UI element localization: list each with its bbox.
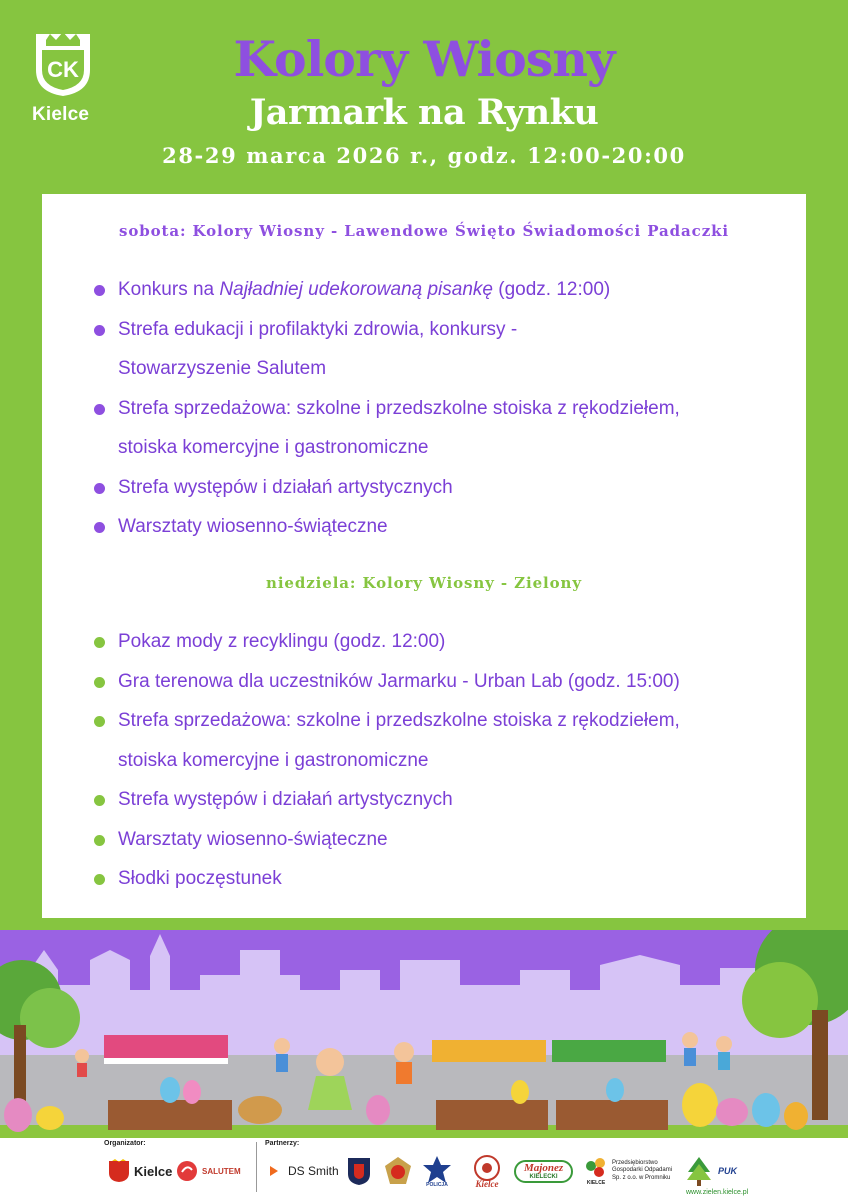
list-item: Strefa występów i działań artystycznych (94, 780, 784, 820)
list-item: Strefa występów i działań artystycznych (94, 468, 784, 508)
partners-label: Partnerzy: (265, 1140, 300, 1147)
list-item: Pokaz mody z recyklingu (godz. 12:00) (94, 622, 784, 662)
bullet-icon (94, 325, 105, 336)
partners-footer (0, 1138, 848, 1200)
salutem-logo[interactable]: SALUTEM (176, 1154, 241, 1188)
bullet-icon (94, 795, 105, 806)
ds-smith-logo[interactable]: DS Smith (270, 1154, 339, 1188)
bullet-icon (94, 716, 105, 727)
list-item: Gra terenowa dla uczestników Jarmarku - Urban Lab (godz. 15:00) (94, 662, 784, 702)
list-item: Konkurs na Najładniej udekorowaną pisankę (godz. 12:00) (94, 270, 784, 310)
sunday-list (94, 622, 784, 899)
market-illustration (0, 930, 848, 1138)
svg-text:KIELCE: KIELCE (586, 1180, 606, 1185)
bullet-icon (94, 677, 105, 688)
police-star-icon (422, 1155, 452, 1187)
bullet-icon (94, 637, 105, 648)
bullet-icon (94, 835, 105, 846)
pgo-crest-icon (584, 1157, 608, 1185)
organizer-kielce-logo[interactable]: Kielce (108, 1154, 172, 1188)
saturday-heading: sobota: Kolory Wiosny - Lawendowe Święto Świadomości Padaczki (118, 222, 730, 240)
website-link[interactable]: www.zielen.kielce.pl (686, 1189, 749, 1196)
pgo-promnik-logo[interactable]: KIELCE Przedsiębiorstwo Gospodarki Odpadami Sp. z o.o. w Promniku (584, 1154, 672, 1188)
list-item: Strefa edukacji i profilaktyki zdrowia, konkursy - (94, 310, 784, 350)
tree-icon (686, 1156, 712, 1186)
city-guard-badge[interactable] (346, 1154, 372, 1188)
fire-service-badge[interactable] (384, 1154, 412, 1188)
page-subtitle: Jarmark na Rynku (249, 92, 599, 133)
list-item: Warsztaty wiosenno-świąteczne (94, 507, 784, 547)
list-item: Warsztaty wiosenno-świąteczne (94, 820, 784, 860)
event-dates: 28-29 marca 2026 r., godz. 12:00-20:00 (162, 143, 686, 168)
ds-smith-icon (270, 1164, 284, 1178)
puk-logo[interactable]: PUK (718, 1166, 738, 1176)
fire-service-badge-icon (384, 1156, 412, 1186)
saturday-list (94, 270, 784, 547)
bullet-icon (94, 285, 105, 296)
city-guard-badge-icon (346, 1156, 372, 1186)
svg-text:POLICJA: POLICJA (426, 1182, 448, 1187)
police-badge[interactable] (422, 1154, 452, 1188)
bullet-icon (94, 874, 105, 885)
spring-market-scene-icon (0, 930, 848, 1138)
page-title: Kolory Wiosny (233, 30, 615, 88)
bullet-icon (94, 404, 105, 415)
salutem-icon (176, 1160, 198, 1182)
list-item: Strefa sprzedażowa: szkolne i przedszkolne stoiska z rękodziełem, (94, 389, 784, 429)
kielce-team-logo[interactable] (468, 1154, 506, 1188)
majonez-kielecki-logo[interactable]: Majonez KIELECKI (514, 1154, 573, 1188)
zielen-kielce-logo[interactable] (686, 1154, 712, 1188)
list-item: Strefa sprzedażowa: szkolne i przedszkolne stoiska z rękodziełem, (94, 701, 784, 741)
bullet-icon (94, 522, 105, 533)
list-item-continued: stoiska komercyjne i gastronomiczne (118, 437, 429, 458)
svg-text:Kielce: Kielce (475, 1179, 499, 1188)
organizer-label: Organizator: (104, 1140, 146, 1147)
kielce-team-icon (468, 1154, 506, 1188)
list-item-continued: Stowarzyszenie Salutem (118, 358, 327, 379)
list-item-continued: stoiska komercyjne i gastronomiczne (118, 749, 429, 771)
bullet-icon (94, 483, 105, 494)
logo-city: Kielce (32, 104, 90, 125)
footer-divider (256, 1142, 257, 1192)
sunday-heading: niedziela: Kolory Wiosny - Zielony (266, 574, 582, 592)
logo-monogram: CK (47, 57, 79, 82)
kielce-crest-icon (108, 1159, 130, 1183)
program-card (42, 194, 806, 918)
list-item: Słodki poczęstunek (94, 859, 784, 899)
